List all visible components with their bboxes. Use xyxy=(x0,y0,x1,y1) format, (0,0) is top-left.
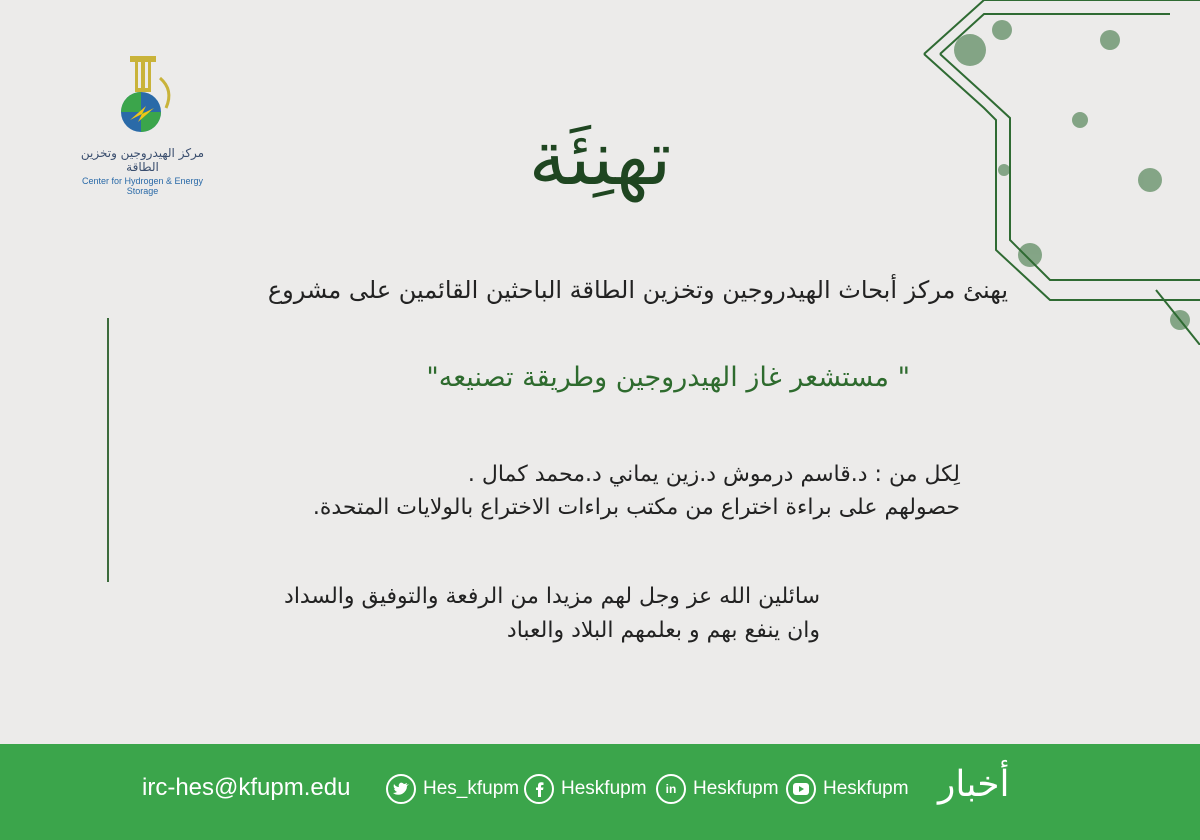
twitter-link[interactable] xyxy=(386,774,519,804)
intro-text: يهنئ مركز أبحاث الهيدروجين وتخزين الطاقة الباحثين القائمين على مشروع xyxy=(267,276,1008,304)
logo-arabic-name: مركز الهيدروجين وتخزين الطاقة xyxy=(80,146,205,174)
project-name: " مستشعر غاز الهيدروجين وطريقة تصنيعه" xyxy=(426,362,910,393)
facebook-handle: Heskfupm xyxy=(561,778,647,799)
page-title: تهنِئَة xyxy=(528,113,672,202)
footer-bar xyxy=(0,744,1200,840)
linkedin-link[interactable] xyxy=(656,774,779,804)
researchers-text xyxy=(140,458,960,524)
email-link[interactable]: irc-hes@kfupm.edu xyxy=(142,774,351,801)
prayer-line-2: وان ينفع بهم و بعلمهم البلاد والعباد xyxy=(506,618,820,644)
facebook-icon xyxy=(524,774,554,804)
facebook-link[interactable] xyxy=(524,774,647,804)
prayer-line-1: سائلين الله عز وجل لهم مزيدا من الرفعة والتوفيق والسداد xyxy=(284,584,820,609)
twitter-icon xyxy=(386,774,416,804)
logo-english-name: Center for Hydrogen & Energy Storage xyxy=(81,176,204,196)
closing-prayer xyxy=(140,580,820,648)
youtube-icon xyxy=(786,774,816,804)
news-label: أخبار xyxy=(938,764,1010,805)
vertical-divider xyxy=(107,318,109,582)
linkedin-icon: in xyxy=(656,774,686,804)
youtube-handle: Heskfupm xyxy=(823,778,909,799)
patent-line: حصولهم على براءة اختراع من مكتب براءات الاختراع بالولايات المتحدة. xyxy=(312,495,960,520)
youtube-link[interactable] xyxy=(786,774,909,804)
researchers-line: لِكل من : د.قاسم درموش د.زين يماني د.محمد كمال . xyxy=(467,462,960,487)
twitter-handle: Hes_kfupm xyxy=(423,778,520,799)
linkedin-handle: Heskfupm xyxy=(693,778,779,799)
